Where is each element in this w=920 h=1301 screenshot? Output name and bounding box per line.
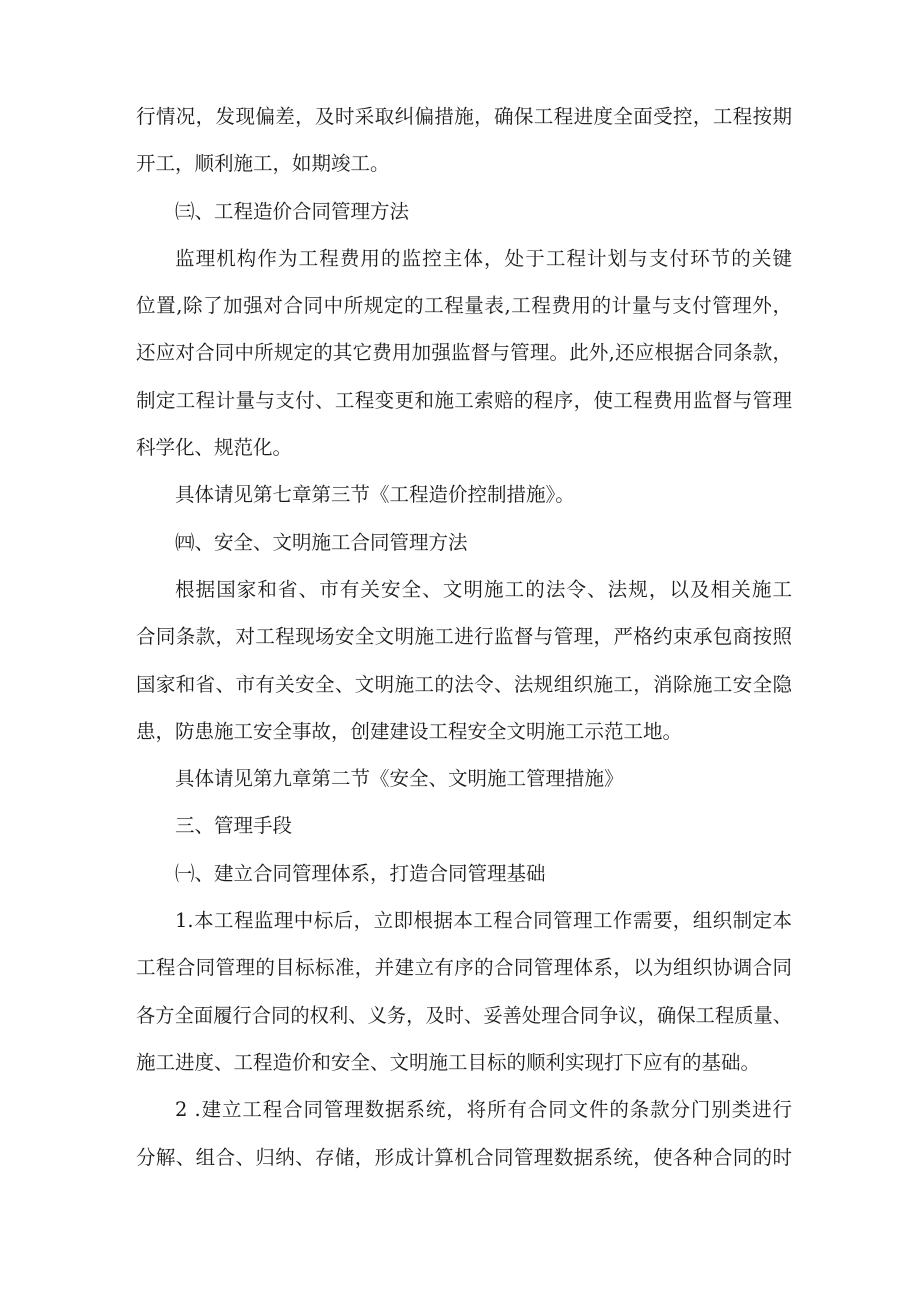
text-line: 制定工程计量与支付、工程变更和施工索赔的程序，使工程费用监督与管理 — [136, 388, 792, 412]
text-line: 合同条款，对工程现场安全文明施工进行监督与管理，严格约束承包商按照 — [136, 625, 792, 649]
paragraph-line — [136, 566, 792, 613]
paragraph-line — [136, 944, 792, 991]
heading-text: ㈢、工程造价合同管理方法 — [175, 199, 410, 223]
text-line: 科学化、规范化。 — [136, 436, 293, 460]
paragraph-line — [136, 897, 792, 944]
reference-text: 具体请见第九章第二节《安全、文明施工管理措施》 — [175, 767, 624, 791]
heading-text: 三、管理手段 — [175, 814, 293, 838]
text-line: 分解、组合、归纳、存储，形成计算机合同管理数据系统，使各种合同的时 — [136, 1145, 792, 1169]
reference-line — [136, 755, 792, 802]
paragraph-line — [136, 1134, 792, 1181]
text-line: 施工进度、工程造价和安全、文明施工目标的顺利实现打下应有的基础。 — [136, 1050, 761, 1074]
text-line: 还应对合同中所规定的其它费用加强监督与管理。此外,还应根据合同条款， — [136, 341, 792, 365]
heading-text: ㈣、安全、文明施工合同管理方法 — [175, 530, 468, 554]
text-line: 1.本工程监理中标后，立即根据本工程合同管理工作需要，组织制定本 — [175, 909, 792, 933]
text-line: 各方全面履行合同的权利、义务，及时、妥善处理合同争议，确保工程质量、 — [136, 1003, 792, 1027]
text-line: 工程合同管理的目标标准，并建立有序的合同管理体系，以为组织协调合同 — [136, 956, 792, 980]
paragraph-line — [136, 329, 792, 376]
document-body — [136, 93, 792, 1181]
paragraph-line — [136, 93, 792, 140]
text-line: 国家和省、市有关安全、文明施工的法令、法规组织施工，消除施工安全隐 — [136, 672, 792, 696]
reference-text: 具体请见第七章第三节《工程造价控制措施》。 — [175, 483, 575, 507]
text-line: 监理机构作为工程费用的监控主体，处于工程计划与支付环节的关键 — [175, 246, 792, 270]
section-heading — [136, 519, 792, 566]
paragraph-line — [136, 661, 792, 708]
text-line: 根据国家和省、市有关安全、文明施工的法令、法规，以及相关施工 — [175, 577, 792, 601]
subsection-heading — [136, 850, 792, 897]
text-line: 开工，顺利施工，如期竣工。 — [136, 152, 390, 176]
text-line: 患，防患施工安全事故，创建建设工程安全文明施工示范工地。 — [136, 719, 683, 743]
paragraph-line — [136, 140, 792, 187]
paragraph-line — [136, 235, 792, 282]
paragraph-line — [136, 377, 792, 424]
paragraph-line — [136, 1039, 792, 1086]
paragraph-line — [136, 708, 792, 755]
section-heading — [136, 188, 792, 235]
paragraph-line — [136, 282, 792, 329]
text-line: 2 .建立工程合同管理数据系统，将所有合同文件的条款分门别类进行 — [175, 1098, 792, 1122]
text-line: 行情况，发现偏差，及时采取纠偏措施，确保工程进度全面受控，工程按期 — [136, 105, 792, 128]
section-heading — [136, 802, 792, 849]
paragraph-line — [136, 1086, 792, 1133]
paragraph-line — [136, 424, 792, 471]
text-line: 位置,除了加强对合同中所规定的工程量表,工程费用的计量与支付管理外， — [136, 294, 792, 318]
reference-line — [136, 471, 792, 518]
paragraph-line — [136, 613, 792, 660]
paragraph-line — [136, 992, 792, 1039]
heading-text: ㈠、建立合同管理体系，打造合同管理基础 — [175, 861, 546, 885]
